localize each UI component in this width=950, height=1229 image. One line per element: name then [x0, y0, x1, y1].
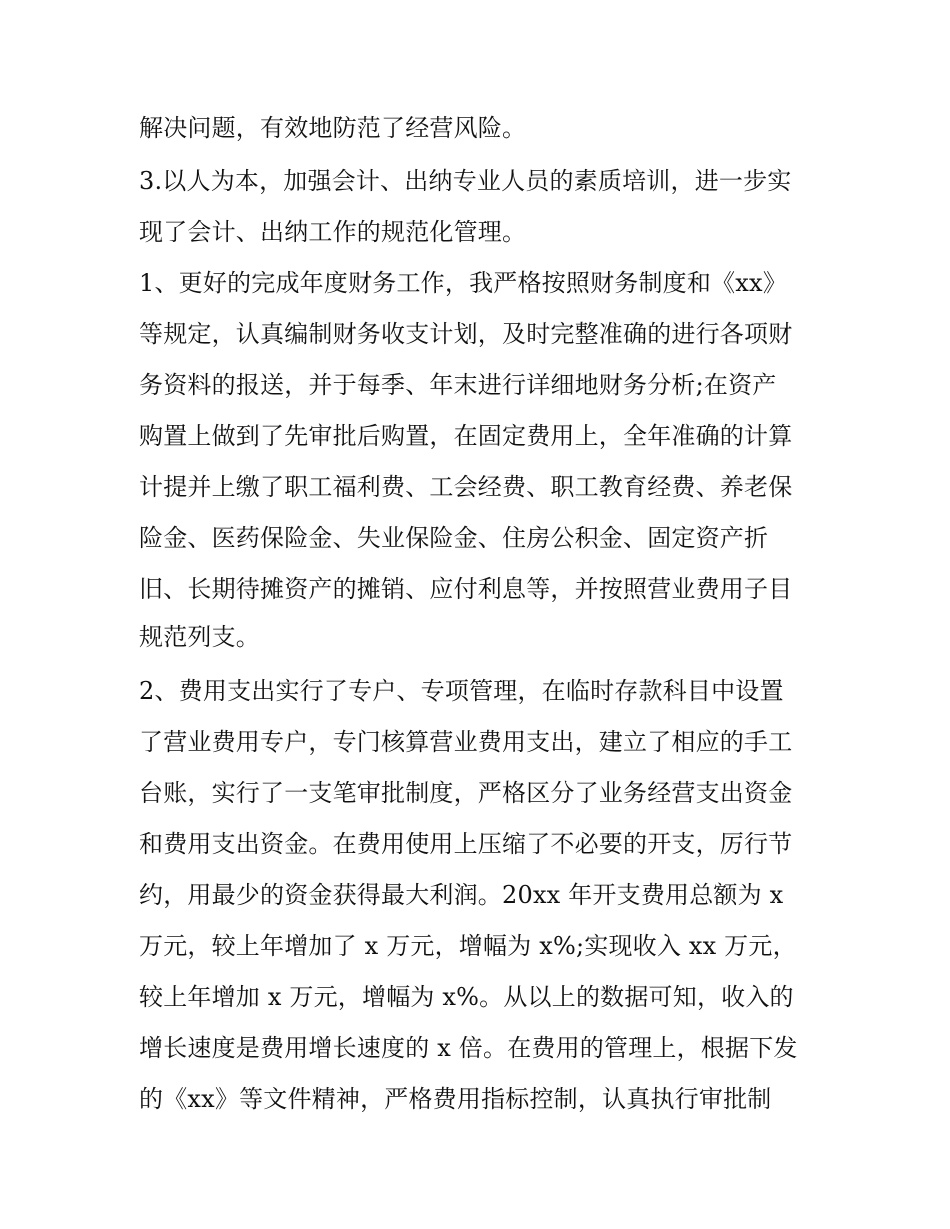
- text-line: 旧、长期待摊资产的摊销、应付利息等，并按照营业费用子目: [139, 575, 793, 603]
- text-line: 现了会计、出纳工作的规范化管理。: [139, 218, 527, 246]
- text-line: 1、更好的完成年度财务工作，我严格按照财务制度和《xx》: [139, 269, 787, 297]
- text-line: 和费用支出资金。在费用使用上压缩了不必要的开支，厉行节: [139, 830, 793, 858]
- text-line: 较上年增加 x 万元，增幅为 x%。从以上的数据可知，收入的: [139, 983, 794, 1011]
- text-line: 务资料的报送，并于每季、年末进行详细地财务分析;在资产: [139, 371, 777, 399]
- text-line: 3.以人为本，加强会计、出纳专业人员的素质培训，进一步实: [139, 167, 792, 195]
- text-line: 增长速度是费用增长速度的 x 倍。在费用的管理上，根据下发: [139, 1034, 798, 1062]
- text-line: 规范列支。: [139, 623, 260, 651]
- text-line: 台账，实行了一支笔审批制度，严格区分了业务经营支出资金: [139, 779, 793, 807]
- text-line: 约，用最少的资金获得最大利润。20xx 年开支费用总额为 x: [139, 881, 784, 909]
- text-line: 的《xx》等文件精神，严格费用指标控制，认真执行审批制: [139, 1085, 772, 1113]
- text-line: 计提并上缴了职工福利费、工会经费、职工教育经费、养老保: [139, 473, 793, 501]
- text-line: 解决问题，有效地防范了经营风险。: [139, 114, 527, 142]
- text-line: 万元，较上年增加了 x 万元，增幅为 x%;实现收入 xx 万元，: [139, 932, 797, 960]
- text-line: 险金、医药保险金、失业保险金、住房公积金、固定资产折: [139, 524, 769, 552]
- text-line: 2、费用支出实行了专户、专项管理，在临时存款科目中设置: [139, 677, 784, 705]
- text-line: 等规定，认真编制财务收支计划，及时完整准确的进行各项财: [139, 320, 793, 348]
- text-line: 了营业费用专户，专门核算营业费用支出，建立了相应的手工: [139, 728, 793, 756]
- text-line: 购置上做到了先审批后购置，在固定费用上，全年准确的计算: [139, 422, 793, 450]
